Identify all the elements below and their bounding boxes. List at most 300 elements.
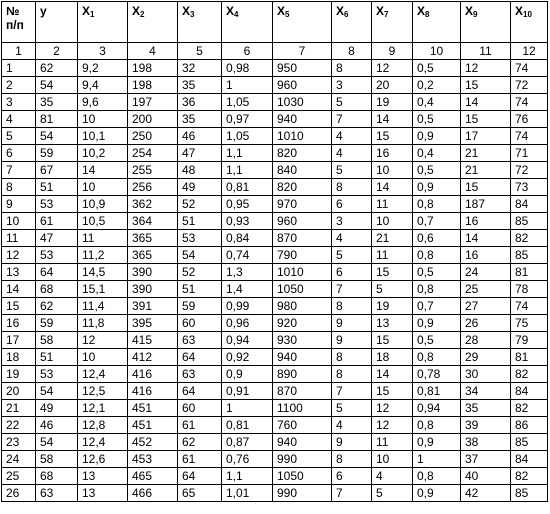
table-cell: 54 [178,247,222,264]
table-cell: 35 [178,77,222,94]
table-cell: 187 [461,196,511,213]
table-cell: 1 [413,451,461,468]
table-cell: 8 [332,349,372,366]
table-cell: 15 [461,77,511,94]
table-cell: 0,5 [413,332,461,349]
table-body [2,43,548,502]
table-cell: 13 [372,315,413,332]
column-header-10 [461,2,511,43]
table-cell: 790 [273,247,332,264]
table-cell: 3 [332,213,372,230]
table-row [2,264,548,281]
table-cell: 7 [332,383,372,400]
table-cell: 940 [273,111,332,128]
table-cell: 11,2 [78,247,128,264]
table-row [2,60,548,77]
row-number-cell: 6 [2,145,36,162]
table-cell: 1010 [273,264,332,281]
table-cell: 85 [511,213,548,230]
table-cell: 14 [372,111,413,128]
table-cell: 58 [36,451,78,468]
column-header-label: X [417,4,426,18]
table-cell: 960 [273,213,332,230]
table-cell: 11,8 [78,315,128,332]
table-cell: 5 [178,43,222,60]
table-cell: 4 [332,417,372,434]
table-cell: 16 [461,247,511,264]
table-cell: 36 [178,94,222,111]
table-row [2,366,548,383]
table-cell: 5 [332,400,372,417]
table-cell: 35 [461,400,511,417]
table-cell: 11 [372,434,413,451]
table-cell: 0,78 [413,366,461,383]
row-number-cell: 12 [2,247,36,264]
table-cell: 51 [178,281,222,298]
table-cell: 1050 [273,281,332,298]
table-cell: 4 [372,468,413,485]
table-cell: 0,94 [413,400,461,417]
table-cell: 12,1 [78,400,128,417]
table-cell: 198 [128,60,178,77]
table-cell: 0,99 [222,298,273,315]
table-cell: 7 [332,281,372,298]
table-cell: 760 [273,417,332,434]
table-cell: 62 [36,298,78,315]
table-cell: 81 [511,264,548,281]
column-header-subscript: 6 [344,10,349,19]
column-number-row [2,43,548,60]
table-cell: 416 [128,366,178,383]
table-cell: 0,7 [413,298,461,315]
column-header-5 [222,2,273,43]
table-cell: 0,6 [413,230,461,247]
table-cell: 870 [273,230,332,247]
table-cell: 0,97 [222,111,273,128]
table-cell: 74 [511,94,548,111]
table-cell: 64 [178,468,222,485]
table-row [2,230,548,247]
table-cell: 3 [78,43,128,60]
table-cell: 256 [128,179,178,196]
table-cell: 14,5 [78,264,128,281]
table-cell: 820 [273,179,332,196]
table-row [2,128,548,145]
table-row [2,196,548,213]
table-cell: 54 [36,128,78,145]
table-cell: 412 [128,349,178,366]
table-cell: 390 [128,264,178,281]
table-cell: 76 [511,111,548,128]
column-header-subscript: 8 [425,10,430,19]
column-header-8 [372,2,413,43]
table-cell: 1,3 [222,264,273,281]
table-cell: 2 [36,43,78,60]
table-cell: 53 [36,247,78,264]
table-cell: 51 [36,349,78,366]
row-number-cell: 22 [2,417,36,434]
table-cell: 0,8 [413,349,461,366]
table-cell: 81 [511,349,548,366]
table-cell: 365 [128,247,178,264]
row-number-cell: 24 [2,451,36,468]
column-header-label: X [132,4,141,18]
table-cell: 254 [128,145,178,162]
table-cell: 54 [36,77,78,94]
table-cell: 82 [511,468,548,485]
table-cell: 84 [511,451,548,468]
table-cell: 15 [372,383,413,400]
table-cell: 8 [332,366,372,383]
table-cell: 21 [461,162,511,179]
table-cell: 1,4 [222,281,273,298]
column-header-11 [511,2,548,43]
table-cell: 416 [128,383,178,400]
table-cell: 19 [372,94,413,111]
table-row [2,468,548,485]
column-header-label: X [82,4,91,18]
table-cell: 5 [332,247,372,264]
table-cell: 42 [461,485,511,502]
table-cell: 74 [511,128,548,145]
column-header-subscript: 3 [190,10,195,19]
table-cell: 200 [128,111,178,128]
table-cell: 59 [36,145,78,162]
table-cell: 8 [332,179,372,196]
table-cell: 65 [178,485,222,502]
table-cell: 61 [178,451,222,468]
table-cell: 75 [511,315,548,332]
table-cell: 1 [222,77,273,94]
table-cell: 54 [36,434,78,451]
table-cell: 9 [332,434,372,451]
table-cell: 390 [128,281,178,298]
table-cell: 63 [36,485,78,502]
table-cell: 10 [78,349,128,366]
table-cell: 61 [36,213,78,230]
table-cell: 61 [178,417,222,434]
table-cell: 7 [332,485,372,502]
row-number-cell: 16 [2,315,36,332]
column-header-label: X [277,4,286,18]
row-number-cell: 13 [2,264,36,281]
table-cell: 1,1 [222,145,273,162]
table-cell: 10 [372,451,413,468]
table-row [2,281,548,298]
table-cell: 72 [511,77,548,94]
table-row [2,383,548,400]
table-cell: 5 [332,162,372,179]
table-row [2,179,548,196]
column-header-3 [128,2,178,43]
table-cell: 12 [461,60,511,77]
table-cell: 11 [461,43,511,60]
table-cell: 11 [78,230,128,247]
row-number-cell: 9 [2,196,36,213]
table-cell: 25 [461,281,511,298]
table-cell: 365 [128,230,178,247]
row-number-cell: 1 [2,60,36,77]
table-cell: 28 [461,332,511,349]
row-number-cell: 21 [2,400,36,417]
column-header-label: X [376,4,385,18]
table-cell: 0,74 [222,247,273,264]
table-cell: 990 [273,451,332,468]
table-cell: 82 [511,400,548,417]
table-cell: 32 [178,60,222,77]
table-cell: 0,93 [222,213,273,230]
table-cell: 4 [128,43,178,60]
table-cell: 1050 [273,468,332,485]
table-cell: 12,8 [78,417,128,434]
table-cell: 51 [36,179,78,196]
table-cell: 10 [78,179,128,196]
table-cell: 0,5 [413,111,461,128]
table-cell: 415 [128,332,178,349]
table-cell: 6 [332,264,372,281]
table-cell: 81 [36,111,78,128]
table-cell: 67 [36,162,78,179]
table-cell: 197 [128,94,178,111]
table-cell: 15,1 [78,281,128,298]
table-cell: 465 [128,468,178,485]
table-cell: 1100 [273,400,332,417]
row-number-cell: 18 [2,349,36,366]
table-cell: 29 [461,349,511,366]
table-cell: 84 [511,383,548,400]
table-cell: 64 [178,349,222,366]
table-cell: 0,7 [413,213,461,230]
table-cell: 9,4 [78,77,128,94]
table-cell: 10 [372,213,413,230]
table-row [2,247,548,264]
table-cell: 1030 [273,94,332,111]
table-cell: 10 [372,162,413,179]
row-number-cell: 7 [2,162,36,179]
table-cell: 12,4 [78,366,128,383]
table-cell: 35 [36,94,78,111]
table-cell: 362 [128,196,178,213]
column-header-label: X [226,4,235,18]
table-cell: 0,84 [222,230,273,247]
table-cell: 15 [372,128,413,145]
table-cell: 15 [461,111,511,128]
table-cell: 4 [332,145,372,162]
table-cell: 0,2 [413,77,461,94]
table-cell: 1,01 [222,485,273,502]
table-cell: 0,94 [222,332,273,349]
table-cell: 1010 [273,128,332,145]
row-number-cell: 3 [2,94,36,111]
table-cell: 466 [128,485,178,502]
table-row [2,111,548,128]
table-cell: 49 [178,179,222,196]
table-cell: 980 [273,298,332,315]
table-cell: 59 [178,298,222,315]
table-cell: 870 [273,383,332,400]
table-cell: 12,5 [78,383,128,400]
row-number-cell: 17 [2,332,36,349]
table-cell: 930 [273,332,332,349]
table-cell: 68 [36,468,78,485]
table-cell: 255 [128,162,178,179]
table-cell: 0,9 [413,179,461,196]
column-header-label: X [336,4,345,18]
row-number-cell: 26 [2,485,36,502]
table-cell: 20 [372,77,413,94]
table-cell: 64 [36,264,78,281]
table-cell: 8 [332,43,372,60]
table-cell: 940 [273,434,332,451]
row-number-cell: 11 [2,230,36,247]
row-number-cell: 2 [2,77,36,94]
table-cell: 8 [332,451,372,468]
table-cell: 82 [511,366,548,383]
table-cell: 48 [178,162,222,179]
table-cell: 16 [372,145,413,162]
table-cell: 1,05 [222,128,273,145]
table-cell: 53 [36,196,78,213]
table-cell: 0,9 [413,315,461,332]
table-cell: 840 [273,162,332,179]
table-cell: 395 [128,315,178,332]
column-header-1 [36,2,78,43]
table-cell: 7 [332,111,372,128]
table-row [2,162,548,179]
row-number-cell: 15 [2,298,36,315]
table-cell: 24 [461,264,511,281]
column-header-subscript: 9 [473,10,478,19]
table-cell: 14 [372,179,413,196]
row-number-cell: 23 [2,434,36,451]
table-cell: 0,5 [413,60,461,77]
table-cell: 0,9 [413,434,461,451]
table-cell: 0,91 [222,383,273,400]
column-header-9 [413,2,461,43]
table-cell: 10,1 [78,128,128,145]
table-cell: 82 [511,230,548,247]
table-cell: 960 [273,77,332,94]
row-number-cell: 5 [2,128,36,145]
table-cell: 0,8 [413,417,461,434]
column-header-label: y [40,4,47,18]
table-cell: 52 [178,196,222,213]
table-cell: 34 [461,383,511,400]
table-row [2,145,548,162]
table-row [2,400,548,417]
column-header-subscript: 5 [285,10,290,19]
table-cell: 0,76 [222,451,273,468]
table-cell: 11 [372,247,413,264]
table-cell: 451 [128,400,178,417]
table-cell: 0,81 [413,383,461,400]
column-header-label: № [6,4,20,18]
table-cell: 78 [511,281,548,298]
table-cell: 0,8 [413,247,461,264]
table-cell: 84 [511,196,548,213]
column-header-subscript: 10 [523,10,532,19]
table-cell: 62 [178,434,222,451]
table-cell: 0,87 [222,434,273,451]
table-cell: 85 [511,485,548,502]
table-cell: 10 [413,43,461,60]
column-header-0 [2,2,36,43]
table-cell: 12 [78,332,128,349]
table-cell: 10,9 [78,196,128,213]
table-cell: 11,4 [78,298,128,315]
table-cell: 79 [511,332,548,349]
table-row [2,298,548,315]
table-cell: 0,96 [222,315,273,332]
table-cell: 9,6 [78,94,128,111]
table-row [2,213,548,230]
header-row [2,2,548,43]
table-cell: 453 [128,451,178,468]
table-cell: 46 [36,417,78,434]
column-header-2 [78,2,128,43]
table-cell: 16 [461,213,511,230]
table-row [2,485,548,502]
table-cell: 9 [372,43,413,60]
row-number-cell: 25 [2,468,36,485]
table-cell: 940 [273,349,332,366]
table-cell: 391 [128,298,178,315]
table-cell: 0,9 [222,366,273,383]
table-cell: 60 [178,315,222,332]
table-cell: 12,6 [78,451,128,468]
table-cell: 53 [36,366,78,383]
table-cell: 10,2 [78,145,128,162]
table-cell: 0,92 [222,349,273,366]
table-cell: 52 [178,264,222,281]
table-cell: 250 [128,128,178,145]
table-cell: 14 [372,366,413,383]
row-number-cell: 10 [2,213,36,230]
table-cell: 950 [273,60,332,77]
table-cell: 12 [372,60,413,77]
table-cell: 9,2 [78,60,128,77]
table-cell: 60 [178,400,222,417]
table-cell: 74 [511,298,548,315]
table-cell: 72 [511,162,548,179]
table-cell: 86 [511,417,548,434]
table-cell: 970 [273,196,332,213]
table-cell: 0,4 [413,94,461,111]
table-cell: 9 [332,315,372,332]
table-cell: 12 [372,417,413,434]
table-cell: 10 [78,111,128,128]
table-cell: 15 [461,179,511,196]
row-number-cell: 19 [2,366,36,383]
table-cell: 19 [372,298,413,315]
table-cell: 890 [273,366,332,383]
table-cell: 0,81 [222,417,273,434]
table-cell: 35 [178,111,222,128]
table-cell: 1 [222,400,273,417]
table-row [2,434,548,451]
column-header-label: X [182,4,191,18]
table-cell: 9 [332,332,372,349]
table-cell: 63 [178,366,222,383]
table-cell: 11 [372,196,413,213]
table-cell: 47 [36,230,78,247]
column-header-label: X [515,4,524,18]
table-cell: 27 [461,298,511,315]
table-cell: 39 [461,417,511,434]
table-cell: 12 [372,400,413,417]
row-number-cell: 4 [2,111,36,128]
table-cell: 12 [511,43,548,60]
